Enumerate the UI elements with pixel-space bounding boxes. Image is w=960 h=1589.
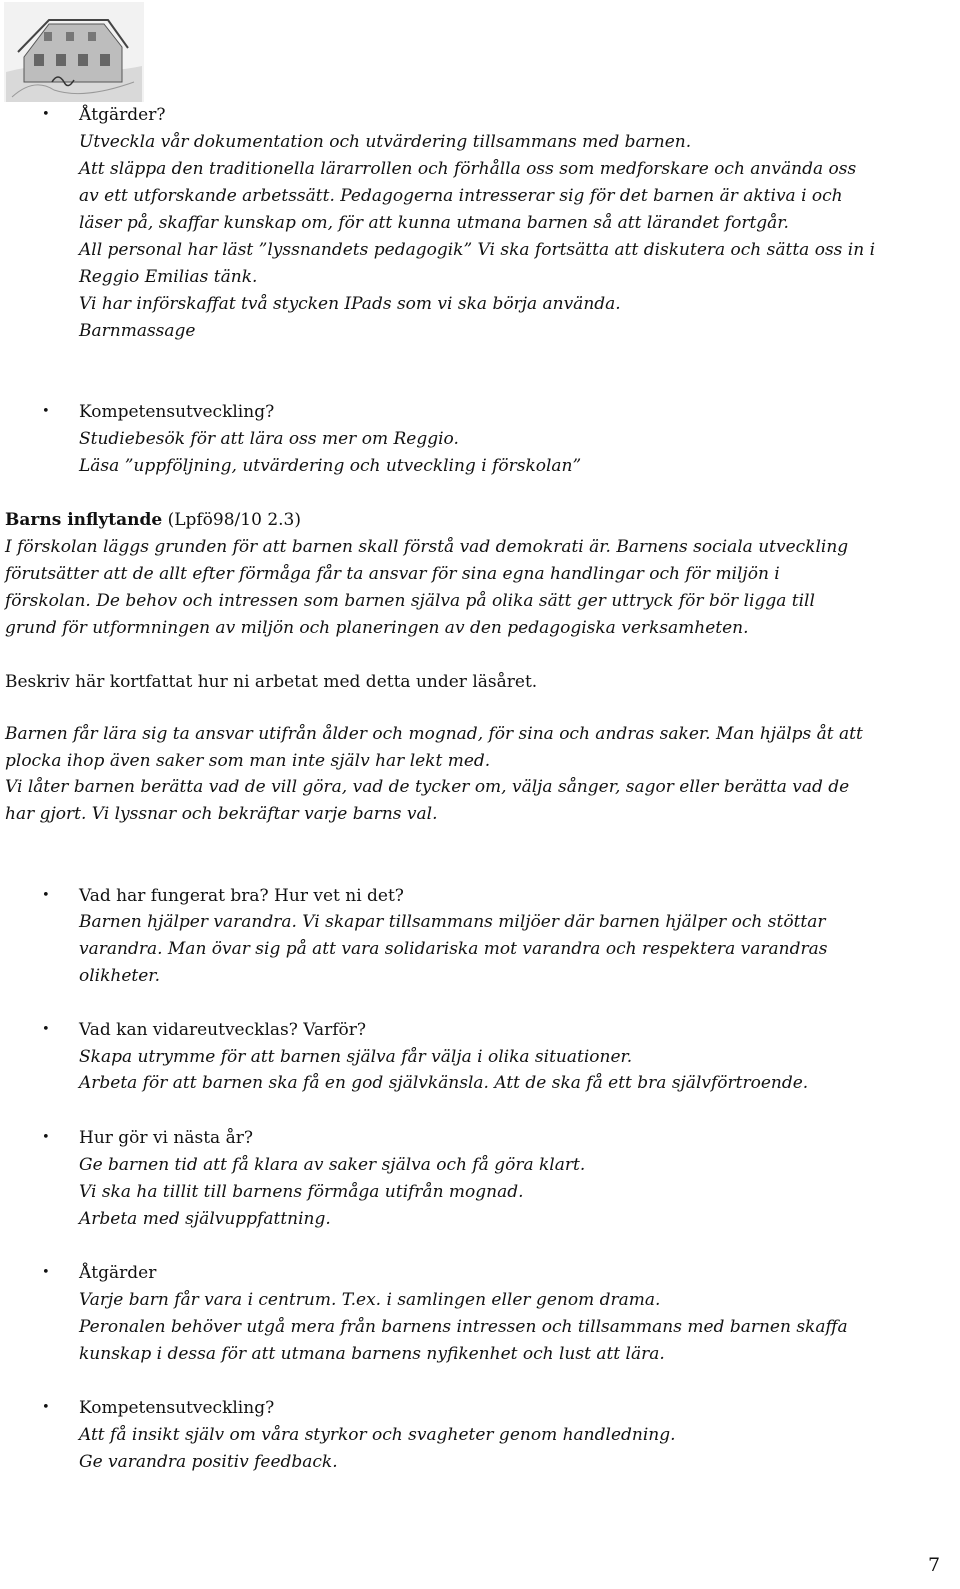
- text-line: Att få insikt själv om våra styrkor och svagheter genom handledning.: [79, 1425, 676, 1445]
- text-line: olikheter.: [79, 966, 160, 986]
- bullet: •: [42, 1400, 50, 1415]
- text-line: Att släppa den traditionella lärarrollen och förhålla oss som medforskare och använda oss: [79, 159, 857, 179]
- text-line: Barnen hjälper varandra. Vi skapar tillsammans miljöer där barnen hjälper och stöttar: [79, 912, 826, 932]
- text-line: förskolan. De behov och intressen som barnen själva på olika sätt ger uttryck för bör ligga till: [5, 591, 815, 611]
- bullet: •: [42, 1265, 50, 1280]
- text-line: Peronalen behöver utgå mera från barnens intressen och tillsammans med barnen skaffa: [79, 1317, 848, 1337]
- question-heading: Vad kan vidareutvecklas? Varför?: [79, 1020, 366, 1040]
- text-line: I förskolan läggs grunden för att barnen skall förstå vad demokrati är. Barnens sociala utveckling: [5, 537, 849, 557]
- title-bold: Barns inflytande: [5, 510, 163, 530]
- text-line: Studiebesök för att lära oss mer om Reggio.: [79, 429, 459, 449]
- bullet: •: [42, 1022, 50, 1037]
- text-line: läser på, skaffar kunskap om, för att kunna utmana barnen så att lärandet fortgår.: [79, 213, 789, 233]
- text-line: Arbeta med självuppfattning.: [79, 1209, 331, 1229]
- page-number: 7: [928, 1554, 941, 1576]
- answer-line: Barnen får lära sig ta ansvar utifrån ålder och mognad, för sina och andras saker. Man hjälps åt att: [5, 724, 863, 744]
- text-line: Varje barn får vara i centrum. T.ex. i samlingen eller genom drama.: [79, 1290, 661, 1310]
- section-heading-atgarder: Åtgärder?: [79, 105, 166, 125]
- text-line: Barnmassage: [79, 321, 196, 341]
- text-line: grund för utformningen av miljön och planeringen av den pedagogiska verksamheten.: [5, 618, 749, 638]
- bullet: •: [42, 1130, 50, 1145]
- text-line: Arbeta för att barnen ska få en god självkänsla. Att de ska få ett bra självförtroende.: [79, 1073, 809, 1093]
- text-line: av ett utforskande arbetssätt. Pedagogerna intresserar sig för det barnen är aktiva i och: [79, 186, 843, 206]
- answer-line: plocka ihop även saker som man inte själv har lekt med.: [5, 751, 491, 771]
- text-line: Läsa ”uppföljning, utvärdering och utveckling i förskolan”: [79, 456, 582, 476]
- question-heading: Åtgärder: [79, 1263, 157, 1283]
- question-heading: Hur gör vi nästa år?: [79, 1128, 253, 1148]
- title-ref: (Lpfö98/10 2.3): [162, 510, 301, 530]
- house-sketch-logo: [4, 2, 144, 102]
- question-heading: Vad har fungerat bra? Hur vet ni det?: [79, 886, 404, 906]
- question-heading: Kompetensutveckling?: [79, 1398, 275, 1418]
- text-line: Utveckla vår dokumentation och utvärdering tillsammans med barnen.: [79, 132, 692, 152]
- bullet: •: [42, 404, 50, 419]
- text-line: Ge barnen tid att få klara av saker själva och få göra klart.: [79, 1155, 586, 1175]
- prompt-text: Beskriv här kortfattat hur ni arbetat med detta under läsåret.: [5, 672, 538, 692]
- bullet: •: [42, 107, 50, 122]
- section-heading-kompetens: Kompetensutveckling?: [79, 402, 275, 422]
- text-line: Reggio Emilias tänk.: [79, 267, 258, 287]
- text-line: Skapa utrymme för att barnen själva får välja i olika situationer.: [79, 1047, 633, 1067]
- text-line: Vi ska ha tillit till barnens förmåga utifrån mognad.: [79, 1182, 524, 1202]
- text-line: varandra. Man övar sig på att vara solidariska mot varandra och respektera varandras: [79, 939, 828, 959]
- text-line: All personal har läst ”lyssnandets pedagogik” Vi ska fortsätta att diskutera och sätta oss in i: [79, 240, 876, 260]
- text-line: kunskap i dessa för att utmana barnens nyfikenhet och lust att lära.: [79, 1344, 665, 1364]
- answer-line: har gjort. Vi lyssnar och bekräftar varje barns val.: [5, 804, 438, 824]
- text-line: Ge varandra positiv feedback.: [79, 1452, 338, 1472]
- barns-inflytande-title: [5, 507, 301, 533]
- text-line: förutsätter att de allt efter förmåga får ta ansvar för sina egna handlingar och för miljön i: [5, 564, 780, 584]
- answer-line: Vi låter barnen berätta vad de vill göra, vad de tycker om, välja sånger, sagor eller berätta vad de: [5, 777, 850, 797]
- text-line: Vi har införskaffat två stycken IPads som vi ska börja använda.: [79, 294, 621, 314]
- bullet: •: [42, 888, 50, 903]
